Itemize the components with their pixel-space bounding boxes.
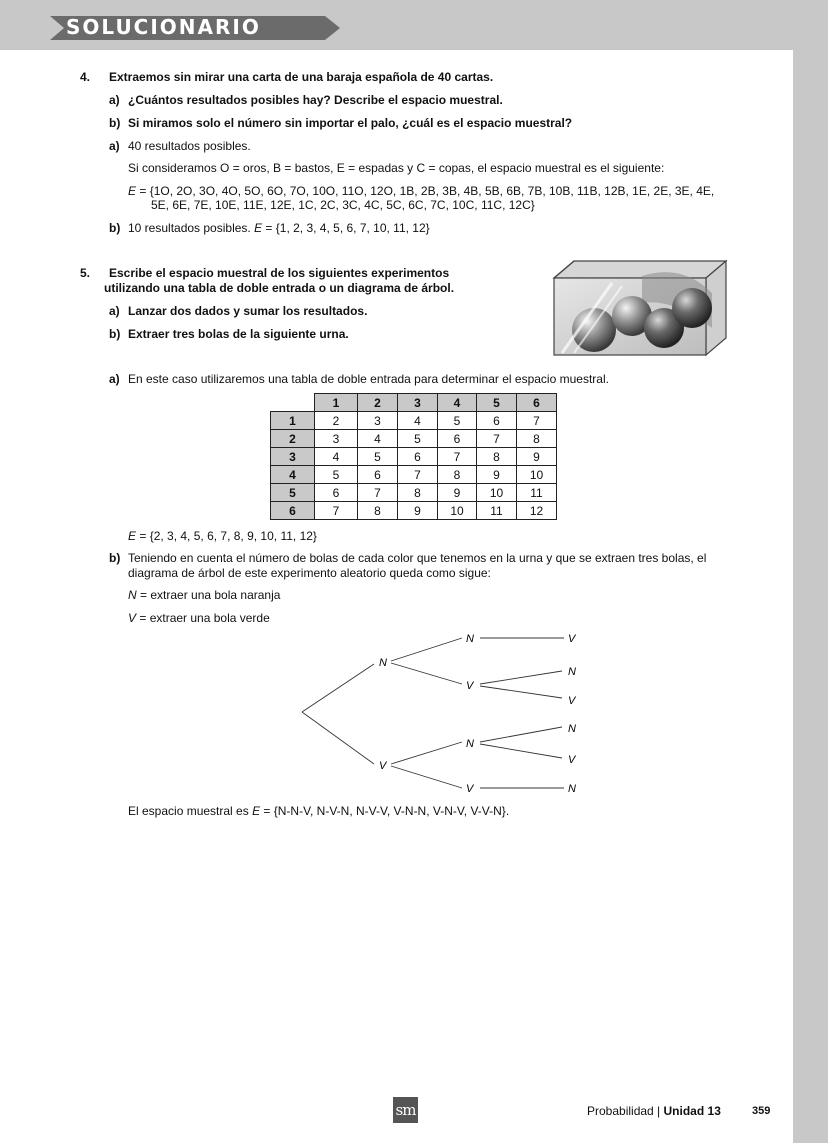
table-cell: 4	[358, 430, 398, 448]
table-cell: 9	[517, 448, 557, 466]
table-cell: 5	[315, 466, 358, 484]
q5-answer-a-intro: En este caso utilizaremos una tabla de doble entrada para determinar el espacio muestral.	[128, 372, 609, 386]
table-cell: 5	[398, 430, 438, 448]
table-row	[271, 466, 557, 484]
tree-l3-node: N	[568, 723, 576, 735]
q5-statement-line2: utilizando una tabla de doble entrada o un diagrama de árbol.	[104, 281, 455, 295]
q5-part-b-text: Extraer tres bolas de la siguiente urna.	[128, 327, 349, 341]
q5-statement-line1: Escribe el espacio muestral de los siguientes experimentos	[109, 266, 450, 280]
table-row	[271, 448, 557, 466]
q5-answer-b-line1: Teniendo en cuenta el número de bolas de cada color que tenemos en la urna y que se extraen tres bolas, el	[128, 551, 707, 565]
q4-answer-a-label: a)	[109, 139, 120, 153]
q4-statement: Extraemos sin mirar una carta de una baraja española de 40 cartas.	[109, 70, 494, 84]
footer-subject: Probabilidad	[587, 1104, 654, 1118]
table-corner	[271, 394, 315, 412]
page-title: SOLUCIONARIO	[66, 15, 261, 39]
table-cell: 2	[315, 412, 358, 430]
q5-answer-b-label: b)	[109, 551, 121, 565]
table-cell: 9	[438, 484, 477, 502]
table-cell: 6	[398, 448, 438, 466]
table-row	[271, 412, 557, 430]
tree-l3-node: V	[568, 695, 576, 707]
table-cell: 11	[477, 502, 517, 520]
tree-l3-node: N	[568, 783, 576, 795]
q4-part-b-text: Si miramos solo el número sin importar el palo, ¿cuál es el espacio muestral?	[128, 116, 573, 130]
row-header: 3	[271, 448, 315, 466]
q4-sample-space-line1: E = {1O, 2O, 3O, 4O, 5O, 6O, 7O, 10O, 11O, 12O, 1B, 2B, 3B, 4B, 5B, 6B, 7B, 10B, 11B, 12B, 1E, 2E, 3E, 4E,	[128, 184, 715, 198]
col-header: 6	[517, 394, 557, 412]
row-header: 4	[271, 466, 315, 484]
table-cell: 10	[517, 466, 557, 484]
publisher-logo: sm	[393, 1097, 418, 1123]
q4-answer-a-line2: Si consideramos O = oros, B = bastos, E = espadas y C = copas, el espacio muestral es el siguiente:	[128, 161, 665, 175]
tree-l3-node: N	[568, 666, 576, 678]
col-header: 1	[315, 394, 358, 412]
table-cell: 7	[517, 412, 557, 430]
tree-l3-node: V	[568, 633, 576, 645]
col-header: 2	[358, 394, 398, 412]
q4-answer-b-label: b)	[109, 221, 121, 235]
footer-section: Probabilidad | Unidad 13	[587, 1104, 721, 1118]
col-header: 3	[398, 394, 438, 412]
right-margin-bar	[793, 50, 828, 1143]
q4-answer-b-text: 10 resultados posibles. E = {1, 2, 3, 4, 5, 6, 7, 10, 11, 12}	[128, 221, 430, 235]
table-cell: 4	[315, 448, 358, 466]
table-cell: 4	[398, 412, 438, 430]
q5-conclusion: El espacio muestral es E = {N-N-V, N-V-N, N-V-V, V-N-N, V-N-V, V-V-N}.	[128, 804, 510, 818]
table-row	[271, 502, 557, 520]
table-row	[271, 484, 557, 502]
tree-l3-node: V	[568, 754, 576, 766]
table-row	[271, 430, 557, 448]
table-cell: 9	[477, 466, 517, 484]
table-cell: 6	[477, 412, 517, 430]
sum-table	[270, 393, 557, 520]
table-cell: 9	[398, 502, 438, 520]
table-cell: 6	[315, 484, 358, 502]
tree-l2-node: V	[466, 783, 474, 795]
table-cell: 7	[477, 430, 517, 448]
q5-answer-b-line2: diagrama de árbol de este experimento aleatorio queda como sigue:	[128, 566, 491, 580]
table-cell: 6	[438, 430, 477, 448]
q5-part-a-label: a)	[109, 304, 120, 318]
table-cell: 10	[438, 502, 477, 520]
table-cell: 3	[315, 430, 358, 448]
urn-illustration	[552, 258, 728, 363]
q4-sample-space-line2: 5E, 6E, 7E, 10E, 11E, 12E, 1C, 2C, 3C, 4C, 5C, 6C, 7C, 10C, 11C, 12C}	[151, 198, 535, 212]
q4-answer-a-line1: 40 resultados posibles.	[128, 139, 251, 153]
row-header: 6	[271, 502, 315, 520]
page-number: 359	[752, 1105, 771, 1117]
page	[0, 50, 793, 1143]
q5-answer-a-label: a)	[109, 372, 120, 386]
table-cell: 11	[517, 484, 557, 502]
tree-diagram	[296, 628, 596, 805]
table-cell: 8	[438, 466, 477, 484]
col-header: 5	[477, 394, 517, 412]
row-header: 2	[271, 430, 315, 448]
def-n: N = extraer una bola naranja	[128, 588, 281, 602]
tree-l2-node: V	[466, 680, 474, 692]
table-cell: 5	[358, 448, 398, 466]
row-header: 1	[271, 412, 315, 430]
q5-number: 5.	[80, 266, 91, 280]
table-cell: 5	[438, 412, 477, 430]
q4-number: 4.	[80, 70, 91, 84]
table-cell: 3	[358, 412, 398, 430]
table-cell: 8	[358, 502, 398, 520]
table-cell: 8	[517, 430, 557, 448]
table-cell: 7	[438, 448, 477, 466]
q5-part-b-label: b)	[109, 327, 121, 341]
table-cell: 8	[477, 448, 517, 466]
col-header: 4	[438, 394, 477, 412]
q4-part-b-label: b)	[109, 116, 121, 130]
tree-l1-node: V	[379, 760, 387, 772]
table-cell: 6	[358, 466, 398, 484]
q5-part-a-text: Lanzar dos dados y sumar los resultados.	[128, 304, 368, 318]
def-v: V = extraer una bola verde	[128, 611, 270, 625]
tree-l2-node: N	[466, 633, 474, 645]
table-cell: 7	[315, 502, 358, 520]
tree-l1-node: N	[379, 657, 387, 669]
q4-part-a-label: a)	[109, 93, 120, 107]
table-cell: 10	[477, 484, 517, 502]
q4-part-a-text: ¿Cuántos resultados posibles hay? Describe el espacio muestral.	[128, 93, 503, 107]
table-cell: 7	[358, 484, 398, 502]
row-header: 5	[271, 484, 315, 502]
tree-l2-node: N	[466, 738, 474, 750]
footer-unit: Unidad 13	[663, 1104, 721, 1118]
table-cell: 12	[517, 502, 557, 520]
table-cell: 7	[398, 466, 438, 484]
q5-answer-a-set: E = {2, 3, 4, 5, 6, 7, 8, 9, 10, 11, 12}	[128, 529, 317, 543]
table-cell: 8	[398, 484, 438, 502]
